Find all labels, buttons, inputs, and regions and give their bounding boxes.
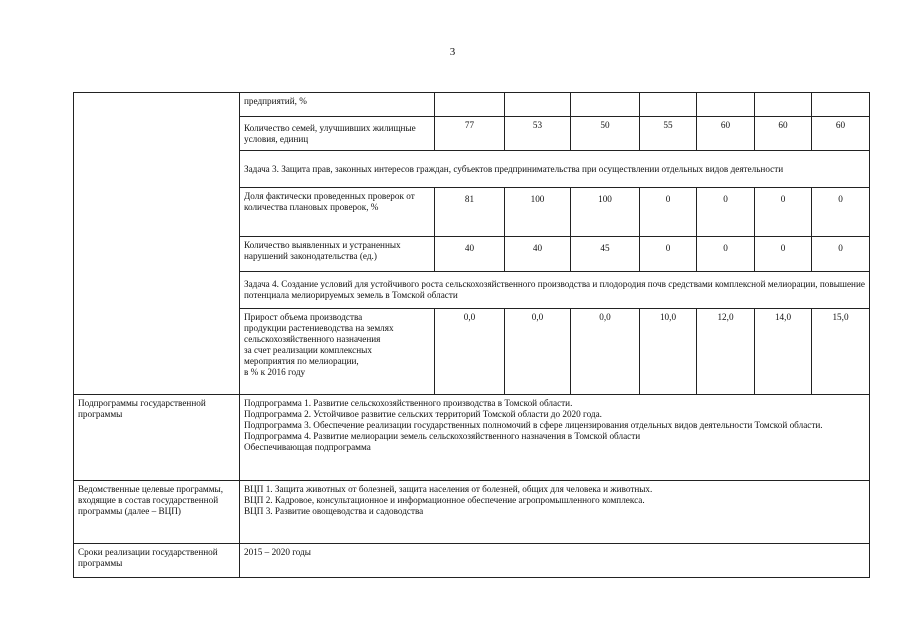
subprograms-row xyxy=(74,395,870,481)
value-cell: 50 xyxy=(571,117,640,151)
value-cell: 0 xyxy=(697,188,755,237)
indicator-label: Количество семей, улучшивших жилищные условия, единиц xyxy=(240,117,435,151)
subprogram-item: Подпрограмма 2. Устойчивое развитие сельских территорий Томской области до 2020 года. xyxy=(244,409,602,419)
vcp-title: Ведомственные целевые программы, входящие в состав государственной программы (далее – ВЦП) xyxy=(74,481,240,544)
vcp-row xyxy=(74,481,870,544)
task4-text: Задача 4. Создание условий для устойчивого роста сельскохозяйственного производства и плодородия почв средствами комплексной мелиорации, повышение потенциала мелиорируемых земель в Томской области xyxy=(240,272,870,309)
value-cell xyxy=(435,93,505,117)
value-cell xyxy=(640,93,697,117)
page-number: 3 xyxy=(449,46,456,58)
empty-left-cell xyxy=(74,93,240,395)
vcp-list xyxy=(240,481,870,544)
value-cell: 100 xyxy=(505,188,571,237)
value-cell: 100 xyxy=(571,188,640,237)
value-cell: 15,0 xyxy=(812,309,870,395)
value-cell: 0 xyxy=(640,237,697,272)
indicator-label: Доля фактически проведенных проверок от количества плановых проверок, % xyxy=(240,188,435,237)
passport-table xyxy=(73,92,870,578)
value-cell: 10,0 xyxy=(640,309,697,395)
terms-value: 2015 – 2020 годы xyxy=(240,544,870,578)
value-cell: 0 xyxy=(640,188,697,237)
value-cell: 60 xyxy=(812,117,870,151)
task3-text: Задача 3. Защита прав, законных интересов граждан, субъектов предпринимательства при осуществлении отдельных видов деятельности xyxy=(240,151,870,188)
value-cell: 60 xyxy=(697,117,755,151)
value-cell: 81 xyxy=(435,188,505,237)
terms-title: Сроки реализации государственной программы xyxy=(74,544,240,578)
subprogram-item: Обеспечивающая подпрограмма xyxy=(244,442,371,452)
label-line: Прирост объема производства xyxy=(244,312,363,322)
vcp-item: ВЦП 3. Развитие овощеводства и садоводства xyxy=(244,506,424,516)
value-cell: 0 xyxy=(755,237,812,272)
subprogram-item: Подпрограмма 1. Развитие сельскохозяйственного производства в Томской области. xyxy=(244,398,573,408)
value-cell: 40 xyxy=(435,237,505,272)
vcp-item: ВЦП 1. Защита животных от болезней, защита населения от болезней, общих для человека и животных. xyxy=(244,484,653,494)
table-row xyxy=(74,93,870,117)
value-cell: 0 xyxy=(812,237,870,272)
indicator-label xyxy=(240,309,435,395)
value-cell: 12,0 xyxy=(697,309,755,395)
label-line: за счет реализации комплексных xyxy=(244,345,372,355)
label-line: в % к 2016 году xyxy=(244,367,306,377)
value-cell: 55 xyxy=(640,117,697,151)
terms-row xyxy=(74,544,870,578)
value-cell: 0,0 xyxy=(435,309,505,395)
value-cell: 0 xyxy=(755,188,812,237)
vcp-item: ВЦП 2. Кадровое, консультационное и информационное обеспечение агропромышленного комплекса. xyxy=(244,495,645,505)
value-cell: 0 xyxy=(812,188,870,237)
value-cell xyxy=(571,93,640,117)
subprograms-title: Подпрограммы государственной программы xyxy=(74,395,240,481)
value-cell xyxy=(505,93,571,117)
indicator-label: Количество выявленных и устраненных нарушений законодательства (ед.) xyxy=(240,237,435,272)
label-line: сельскохозяйственного назначения xyxy=(244,334,381,344)
subprograms-list xyxy=(240,395,870,481)
subprogram-item: Подпрограмма 3. Обеспечение реализации государственных полномочий в сфере лицензирования отдельных видов деятельности Томской области. xyxy=(244,420,823,430)
value-cell xyxy=(755,93,812,117)
value-cell: 0,0 xyxy=(505,309,571,395)
value-cell: 14,0 xyxy=(755,309,812,395)
label-line: мероприятия по мелиорации, xyxy=(244,356,359,366)
value-cell: 0,0 xyxy=(571,309,640,395)
value-cell xyxy=(697,93,755,117)
value-cell xyxy=(812,93,870,117)
subprogram-item: Подпрограмма 4. Развитие мелиорации земель сельскохозяйственного назначения в Томской области xyxy=(244,431,641,441)
value-cell: 77 xyxy=(435,117,505,151)
indicator-label: предприятий, % xyxy=(240,93,435,117)
label-line: продукции растениеводства на землях xyxy=(244,323,394,333)
value-cell: 53 xyxy=(505,117,571,151)
value-cell: 0 xyxy=(697,237,755,272)
value-cell: 45 xyxy=(571,237,640,272)
value-cell: 40 xyxy=(505,237,571,272)
value-cell: 60 xyxy=(755,117,812,151)
